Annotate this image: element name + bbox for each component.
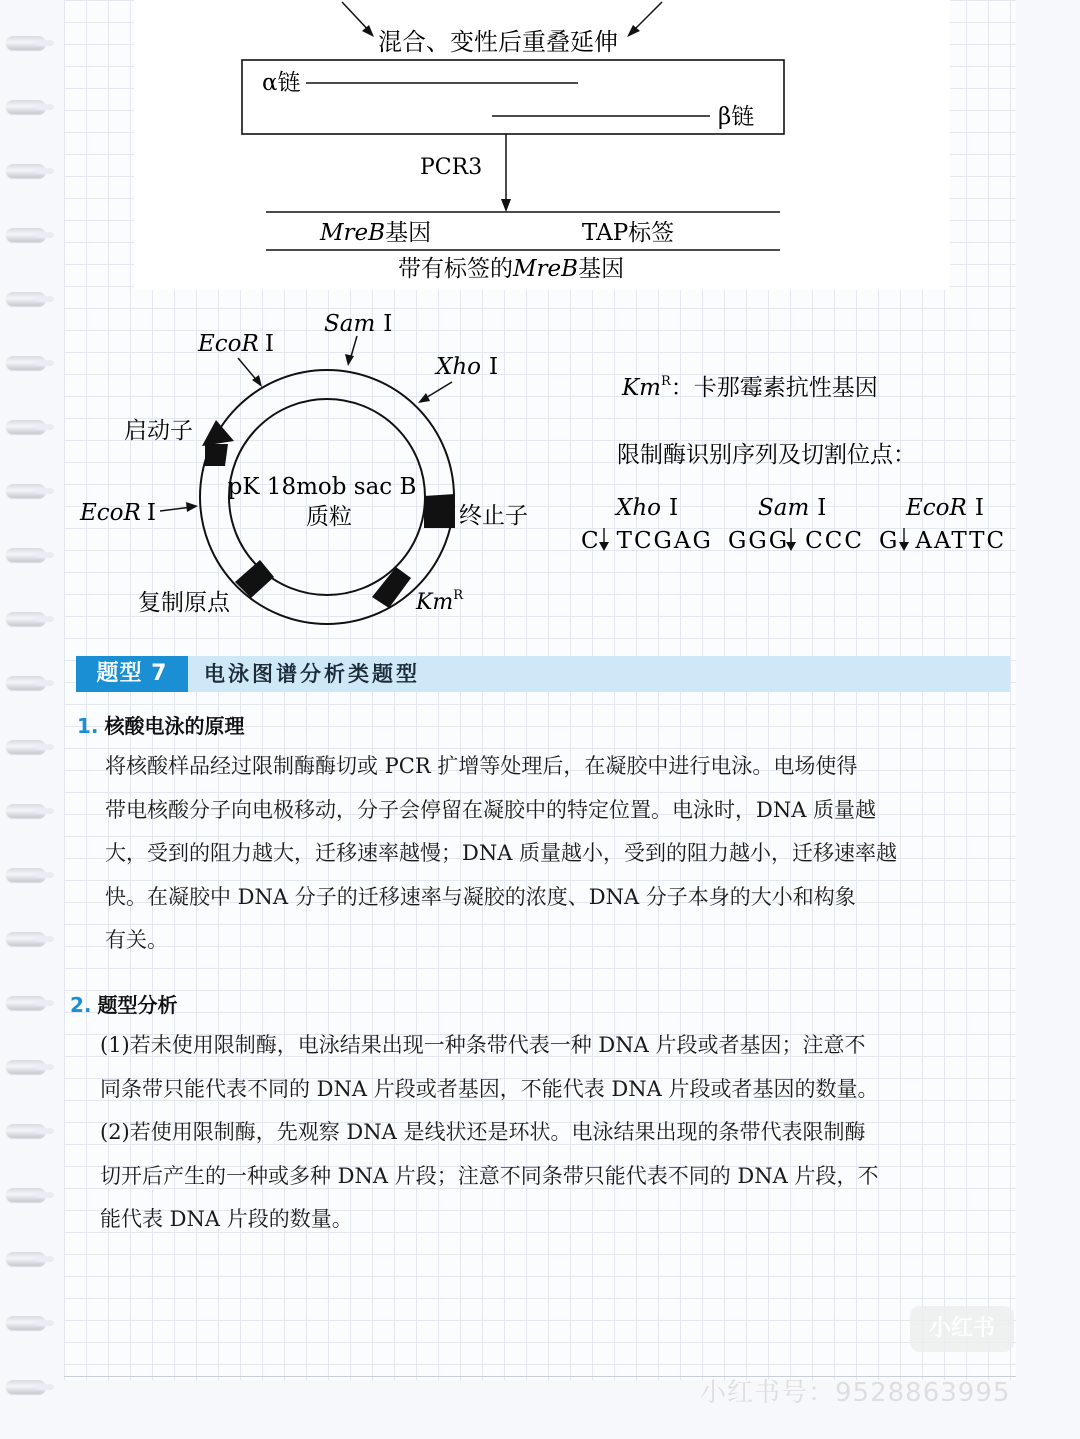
part1-line: 带电核酸分子向电极移动，分子会停留在凝胶中的特定位置。电泳时，DNA 质量越 bbox=[105, 797, 877, 822]
terminator-label: 终止子 bbox=[459, 503, 528, 529]
section-header bbox=[76, 656, 1010, 692]
ecor-top-label: EcoR I bbox=[198, 331, 274, 357]
part2-line: (2)若使用限制酶，先观察 DNA 是线状还是环状。电泳结果出现的条带代表限制酶 bbox=[100, 1120, 866, 1144]
watermark-text: 小红书号：9528863995 bbox=[700, 1378, 1011, 1408]
watermark-logo: 小红书 bbox=[910, 1306, 1014, 1352]
spiral-ring bbox=[6, 996, 46, 1010]
part1-line: 快。在凝胶中 DNA 分子的迁移速率与凝胶的浓度、DNA 分子本身的大小和构象 bbox=[105, 884, 856, 909]
part1-heading-text: 核酸电泳的原理 bbox=[104, 714, 245, 738]
mreb-gene-label bbox=[319, 220, 431, 246]
figure-diagrams bbox=[0, 0, 1080, 650]
pcr3-label: PCR3 bbox=[420, 155, 483, 180]
promoter-label: 启动子 bbox=[124, 418, 193, 444]
ori-block bbox=[235, 560, 274, 598]
xho-enzyme-name: Xho I bbox=[616, 495, 679, 521]
spiral-ring bbox=[6, 740, 46, 754]
ecor-enzyme-name: EcoR I bbox=[906, 495, 984, 521]
xho-arrow-line bbox=[424, 382, 452, 399]
terminator-block bbox=[424, 494, 455, 528]
arrow-left-head bbox=[362, 25, 374, 37]
ecor-cut-arrowhead bbox=[899, 542, 909, 551]
spiral-ring bbox=[6, 932, 46, 946]
sam-sequence: GGG CCC bbox=[728, 528, 864, 554]
part1-paragraph bbox=[105, 745, 1010, 963]
part1-heading bbox=[77, 710, 245, 739]
mreb-name: MreB bbox=[320, 220, 386, 246]
promoter-arrowhead bbox=[202, 420, 234, 446]
spiral-ring bbox=[6, 1188, 46, 1202]
part2-line: 同条带只能代表不同的 DNA 片段或者基因，不能代表 DNA 片段或者基因的数量。 bbox=[100, 1076, 879, 1101]
spiral-ring bbox=[6, 1316, 46, 1330]
mix-label: 混合、变性后重叠延伸 bbox=[378, 28, 618, 56]
section-title: 电泳图谱分析类题型 bbox=[204, 662, 420, 686]
ecor-sequence: G AATTC bbox=[879, 528, 1007, 554]
sam-enzyme-name: Sam I bbox=[758, 495, 827, 521]
tap-tag-label: TAP标签 bbox=[582, 220, 675, 246]
part1-line: 有关。 bbox=[105, 928, 168, 952]
spiral-ring bbox=[6, 868, 46, 882]
ecor-left-arrow-head bbox=[186, 502, 198, 512]
section-tag: 题型 7 bbox=[76, 656, 188, 692]
spiral-ring bbox=[6, 1380, 46, 1394]
pcr3-arrow-head bbox=[501, 199, 511, 212]
part2-line: (1)若未使用限制酶，电泳结果出现一种条带代表一种 DNA 片段或者基因；注意不 bbox=[100, 1033, 866, 1057]
spiral-ring bbox=[6, 1252, 46, 1266]
ori-label: 复制原点 bbox=[138, 590, 230, 616]
part2-number: 2. bbox=[70, 993, 92, 1017]
restriction-site-title: 限制酶识别序列及切割位点： bbox=[617, 442, 916, 468]
part2-heading bbox=[70, 989, 178, 1018]
alpha-label: α链 bbox=[262, 70, 301, 96]
hybrid-box bbox=[242, 60, 784, 134]
spiral-ring bbox=[6, 1124, 46, 1138]
tagged-suffix: 基因 bbox=[578, 256, 625, 282]
tagged-prefix: 带有标签的 bbox=[398, 256, 513, 282]
part1-number: 1. bbox=[77, 714, 99, 738]
plasmid-name-line2: 质粒 bbox=[306, 504, 352, 530]
spiral-ring bbox=[6, 804, 46, 818]
sam-arrow-head bbox=[345, 354, 354, 366]
mreb-gene-suffix: 基因 bbox=[385, 220, 432, 246]
part2-line: 能代表 DNA 片段的数量。 bbox=[100, 1207, 353, 1231]
km-legend: $Km^R$：卡那霉素抗性基因 bbox=[622, 374, 878, 401]
xho-label: Xho I bbox=[436, 354, 499, 380]
spiral-ring bbox=[6, 1060, 46, 1074]
xho-arrow-head bbox=[418, 393, 430, 403]
sam-label: Sam I bbox=[324, 311, 393, 337]
tagged-gene-label bbox=[398, 256, 624, 282]
spiral-ring bbox=[6, 676, 46, 690]
part2-heading-text: 题型分析 bbox=[97, 993, 178, 1017]
beta-label: β链 bbox=[718, 104, 755, 130]
km-label: $Km^R$ bbox=[416, 588, 464, 615]
part2-line: 切开后产生的一种或多种 DNA 片段；注意不同条带只能代表不同的 DNA 片段，不 bbox=[100, 1163, 879, 1188]
tagged-mreb: MreB bbox=[513, 256, 579, 282]
part1-line: 将核酸样品经过限制酶酶切或 PCR 扩增等处理后，在凝胶中进行电泳。电场使得 bbox=[105, 754, 858, 778]
promoter-block bbox=[205, 444, 228, 466]
xho-sequence: C TCGAG bbox=[581, 528, 713, 554]
plasmid-name-line1: pK 18mob sac B bbox=[227, 474, 417, 500]
part1-line: 大，受到的阻力越大，迁移速率越慢；DNA 质量越小，受到的阻力越小，迁移速率越 bbox=[105, 841, 898, 865]
ecor-left-label: EcoR I bbox=[80, 500, 156, 526]
part2-paragraph bbox=[100, 1024, 1011, 1242]
km-block bbox=[372, 567, 411, 608]
